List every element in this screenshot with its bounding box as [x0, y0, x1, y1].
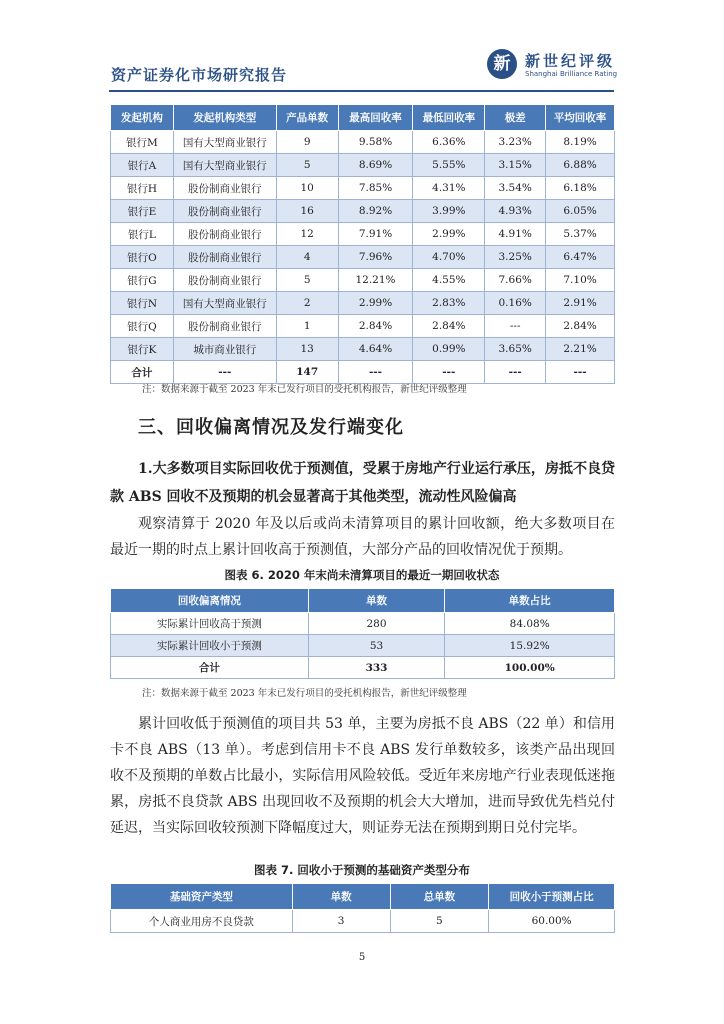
table-cell: 2.99%	[413, 223, 485, 246]
table-cell: 7.91%	[338, 223, 413, 246]
recovery-status-table	[110, 588, 615, 679]
table-cell: 银行E	[111, 200, 174, 223]
table-cell: 实际累计回收小于预测	[111, 635, 309, 657]
col-header: 基础资产类型	[111, 884, 293, 910]
subheading: 1.大多数项目实际回收优于预测值，受累于房地产行业运行承压，房抵不良贷款 ABS 回收不及预期的机会显著高于其他类型，流动性风险偏高	[110, 461, 615, 505]
col-header: 平均回收率	[546, 105, 615, 131]
table-cell: 9	[276, 131, 338, 154]
table-cell: 6.36%	[413, 131, 485, 154]
table-cell: ---	[173, 361, 276, 384]
table-cell: 2.84%	[338, 315, 413, 338]
col-header: 总单数	[390, 884, 489, 910]
table-cell: 3.23%	[485, 131, 546, 154]
table-cell: 12	[276, 223, 338, 246]
table-cell: 5.37%	[546, 223, 615, 246]
table-cell: 合计	[111, 657, 309, 679]
logo-icon: 新	[487, 49, 517, 79]
table-cell: 2.84%	[413, 315, 485, 338]
table-cell: 银行H	[111, 177, 174, 200]
table-cell: 4.93%	[485, 200, 546, 223]
table-cell: 8.92%	[338, 200, 413, 223]
table-row	[111, 246, 615, 269]
table-cell: 合计	[111, 361, 174, 384]
table-row	[111, 338, 615, 361]
table-note: 注：数据来源于截至 2023 年末已发行项目的受托机构报告，新世纪评级整理	[142, 384, 467, 395]
table-caption: 图表 7. 回收小于预测的基础资产类型分布	[254, 863, 470, 877]
table-cell: 0.16%	[485, 292, 546, 315]
page-number: 5	[358, 952, 366, 963]
table-cell: 280	[308, 613, 445, 635]
table-cell: 3	[292, 910, 390, 933]
table-cell: 4.31%	[413, 177, 485, 200]
col-header: 回收偏离情况	[111, 589, 309, 613]
table-cell: 国有大型商业银行	[173, 154, 276, 177]
table-row	[111, 177, 615, 200]
table-cell: 2.83%	[413, 292, 485, 315]
table-cell: 3.65%	[485, 338, 546, 361]
table-cell: ---	[485, 361, 546, 384]
table-cell: ---	[338, 361, 413, 384]
header-divider	[109, 90, 614, 92]
table-cell: 6.18%	[546, 177, 615, 200]
table-cell: 9.58%	[338, 131, 413, 154]
table-header-row	[111, 589, 615, 613]
table-cell: 16	[276, 200, 338, 223]
col-header: 极差	[485, 105, 546, 131]
table-cell: 银行M	[111, 131, 174, 154]
col-header: 发起机构类型	[173, 105, 276, 131]
table-row	[111, 223, 615, 246]
table-row	[111, 910, 615, 933]
table-cell: 4.64%	[338, 338, 413, 361]
table-cell: 10	[276, 177, 338, 200]
table-cell: 股份制商业银行	[173, 200, 276, 223]
table-cell: 股份制商业银行	[173, 269, 276, 292]
table-cell: 15.92%	[445, 635, 615, 657]
table-cell: 0.99%	[413, 338, 485, 361]
table-row	[111, 200, 615, 223]
table-cell: 3.54%	[485, 177, 546, 200]
col-header: 单数占比	[445, 589, 615, 613]
table-cell: 2.99%	[338, 292, 413, 315]
table-cell: 1	[276, 315, 338, 338]
recovery-by-originator-table	[110, 104, 615, 384]
table-cell: ---	[413, 361, 485, 384]
table-total-row	[111, 657, 615, 679]
table-cell: 股份制商业银行	[173, 223, 276, 246]
table-cell: 7.66%	[485, 269, 546, 292]
table-cell: ---	[546, 361, 615, 384]
table-cell: ---	[485, 315, 546, 338]
table-row	[111, 131, 615, 154]
table-cell: 2.91%	[546, 292, 615, 315]
col-header: 单数	[292, 884, 390, 910]
table-cell: 银行O	[111, 246, 174, 269]
report-title: 资产证券化市场研究报告	[111, 66, 288, 84]
paragraph: 累计回收低于预测值的项目共 53 单，主要为房抵不良 ABS（22 单）和信用卡不良 ABS（13 单）。考虑到信用卡不良 ABS 发行单数较多，该类产品出现回收不及预期的单数占比最小，实际信用风险较低。受近年来房地产行业表现低迷拖累，房抵不良贷款 ABS 出现回收不及预期的机会大大增加，进而导致优先档兑付延迟，当实际回收较预测下降幅度过大，则证券无法在预期到期日兑付完毕。	[110, 716, 615, 836]
table-cell: 147	[276, 361, 338, 384]
col-header: 最低回收率	[413, 105, 485, 131]
table-cell: 60.00%	[489, 910, 615, 933]
table-cell: 333	[308, 657, 445, 679]
table-cell: 银行N	[111, 292, 174, 315]
paragraph: 观察清算于 2020 年及以后或尚未清算项目的累计回收额，绝大多数项目在最近一期的时点上累计回收高于预测值，大部分产品的回收情况优于预期。	[110, 516, 615, 558]
table-cell: 股份制商业银行	[173, 315, 276, 338]
table-cell: 4.55%	[413, 269, 485, 292]
table-cell: 100.00%	[445, 657, 615, 679]
section-heading: 三、回收偏离情况及发行端变化	[138, 417, 404, 438]
table-cell: 7.96%	[338, 246, 413, 269]
table-cell: 银行L	[111, 223, 174, 246]
table-cell: 银行Q	[111, 315, 174, 338]
table-header-row	[111, 884, 615, 910]
table-cell: 8.69%	[338, 154, 413, 177]
table-cell: 7.85%	[338, 177, 413, 200]
table-caption: 图表 6. 2020 年末尚未清算项目的最近一期回收状态	[224, 568, 500, 582]
table-row	[111, 315, 615, 338]
logo-name-en: Shanghai Brilliance Rating	[525, 70, 618, 78]
table-cell: 4.70%	[413, 246, 485, 269]
table-cell: 股份制商业银行	[173, 177, 276, 200]
table-cell: 7.10%	[546, 269, 615, 292]
table-row	[111, 292, 615, 315]
table-cell: 13	[276, 338, 338, 361]
table-cell: 国有大型商业银行	[173, 131, 276, 154]
table-cell: 股份制商业银行	[173, 246, 276, 269]
table-row	[111, 635, 615, 657]
asset-type-table	[110, 883, 615, 933]
table-cell: 84.08%	[445, 613, 615, 635]
table-cell: 4	[276, 246, 338, 269]
col-header: 发起机构	[111, 105, 174, 131]
table-cell: 6.47%	[546, 246, 615, 269]
table-cell: 银行G	[111, 269, 174, 292]
table-row	[111, 154, 615, 177]
table-cell: 银行A	[111, 154, 174, 177]
table-cell: 53	[308, 635, 445, 657]
logo-name-cn: 新世纪评级	[525, 52, 616, 70]
brand-logo	[487, 48, 617, 84]
col-header: 单数	[308, 589, 445, 613]
table-cell: 5.55%	[413, 154, 485, 177]
table-cell: 实际累计回收高于预测	[111, 613, 309, 635]
table-cell: 3.25%	[485, 246, 546, 269]
table-cell: 3.15%	[485, 154, 546, 177]
table-cell: 6.05%	[546, 200, 615, 223]
table-cell: 5	[276, 269, 338, 292]
table-cell: 5	[390, 910, 489, 933]
col-header: 最高回收率	[338, 105, 413, 131]
table-row	[111, 613, 615, 635]
col-header: 回收小于预测占比	[489, 884, 615, 910]
table-note: 注：数据来源于截至 2023 年末已发行项目的受托机构报告，新世纪评级整理	[142, 688, 467, 699]
table-cell: 国有大型商业银行	[173, 292, 276, 315]
table-cell: 8.19%	[546, 131, 615, 154]
table-cell: 12.21%	[338, 269, 413, 292]
table-cell: 2	[276, 292, 338, 315]
table-cell: 2.84%	[546, 315, 615, 338]
table-header-row	[111, 105, 615, 131]
col-header: 产品单数	[276, 105, 338, 131]
table-row	[111, 269, 615, 292]
table-cell: 银行K	[111, 338, 174, 361]
table-cell: 3.99%	[413, 200, 485, 223]
table-cell: 个人商业用房不良贷款	[111, 910, 293, 933]
table-cell: 6.88%	[546, 154, 615, 177]
table-cell: 5	[276, 154, 338, 177]
table-cell: 2.21%	[546, 338, 615, 361]
table-cell: 城市商业银行	[173, 338, 276, 361]
table-cell: 4.91%	[485, 223, 546, 246]
